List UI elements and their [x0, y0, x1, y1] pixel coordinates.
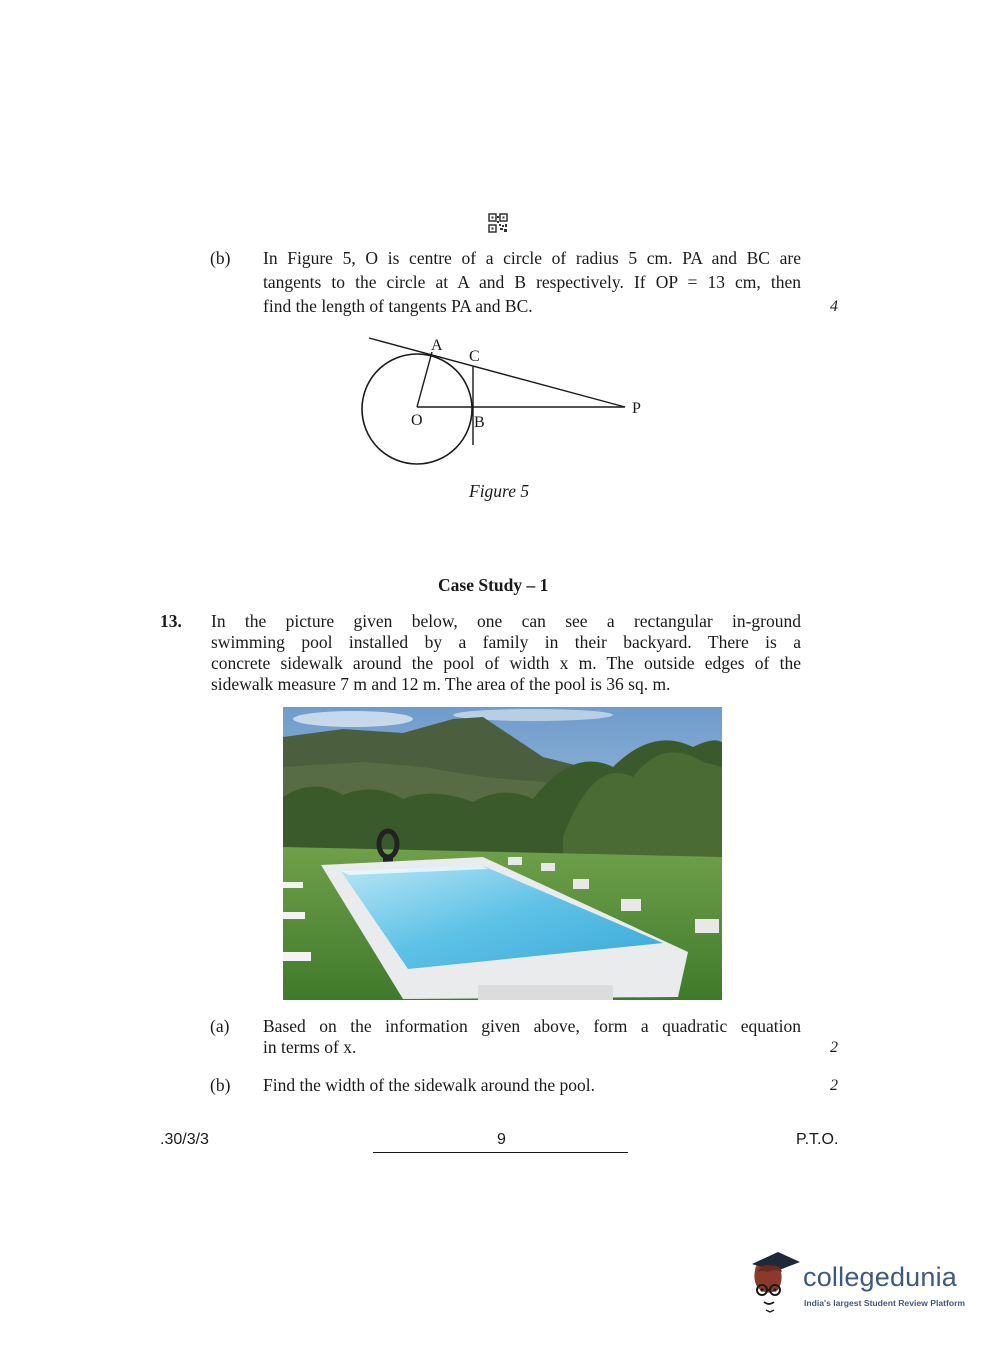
q12b-text-line-2: tangents to the circle at A and B respectively. If OP = 13 cm, then [263, 272, 801, 292]
q13a-marks: 2 [830, 1039, 838, 1056]
point-b-label: B [474, 414, 485, 431]
brand-name: collegedunia [803, 1262, 958, 1292]
q13b-label: (b) [210, 1075, 231, 1095]
q13b-text: Find the width of the sidewalk around the pool. [263, 1075, 595, 1095]
point-o-label: O [411, 412, 423, 429]
page-number: 9 [497, 1131, 506, 1148]
point-p-label: P [632, 400, 641, 417]
q13-text-line-2: swimming pool installed by a family in their backyard. There is a [211, 632, 801, 652]
circle [362, 354, 472, 464]
q13-text-line-1: In the picture given below, one can see a rectangular in-ground [211, 611, 801, 631]
radius-oa [417, 352, 432, 407]
figure-5-diagram [355, 333, 655, 468]
case-study-heading: Case Study – 1 [438, 575, 549, 595]
mascot-icon [742, 1248, 802, 1314]
q13a-text-line-2: in terms of x. [263, 1037, 357, 1057]
swimming-pool-photo [283, 707, 722, 1000]
q12b-text-line-3: find the length of tangents PA and BC. [263, 296, 533, 316]
q12b-label: (b) [210, 248, 231, 268]
paper-code: .30/3/3 [160, 1131, 209, 1148]
q13a-label: (a) [210, 1016, 230, 1036]
q13-number: 13. [160, 611, 182, 631]
tangent-pa [369, 338, 625, 407]
qr-code-icon [488, 213, 508, 233]
figure-5-caption: Figure 5 [469, 481, 530, 501]
q12b-marks: 4 [830, 298, 838, 315]
q13-text-line-3: concrete sidewalk around the pool of width x m. The outside edges of the [211, 653, 801, 673]
brand-tagline: India's largest Student Review Platform [804, 1298, 966, 1308]
footer-rule [373, 1152, 628, 1153]
q13b-marks: 2 [830, 1077, 838, 1094]
brand-logo [742, 1248, 972, 1318]
point-c-label: C [469, 348, 480, 365]
pto-label: P.T.O. [796, 1131, 839, 1148]
point-a-label: A [431, 337, 443, 354]
q13-text-line-4: sidewalk measure 7 m and 12 m. The area of the pool is 36 sq. m. [211, 674, 671, 694]
q13a-text-line-1: Based on the information given above, form a quadratic equation [263, 1016, 801, 1036]
q12b-text-line-1: In Figure 5, O is centre of a circle of radius 5 cm. PA and BC are [263, 248, 801, 268]
